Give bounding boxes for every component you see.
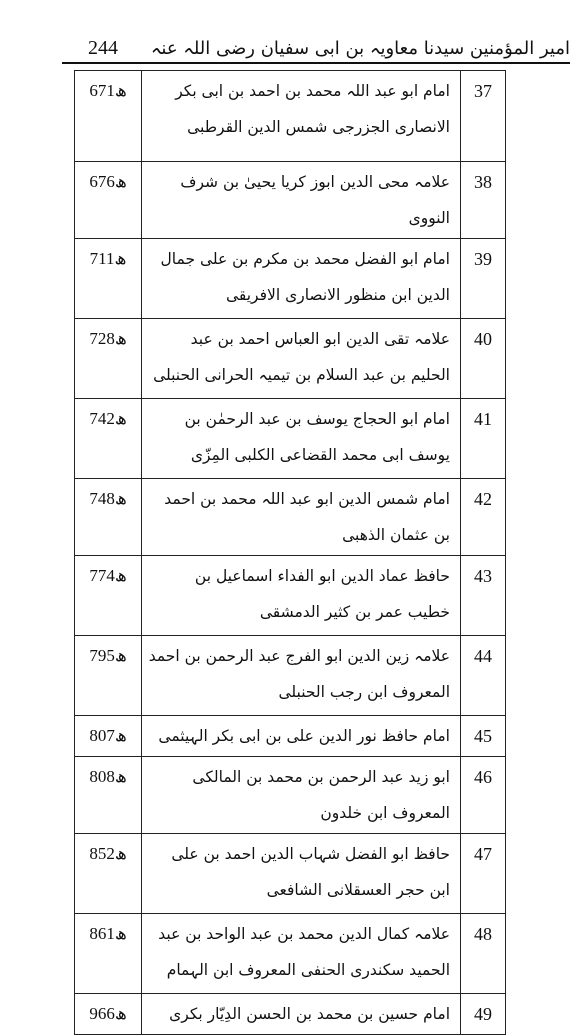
page-header bbox=[70, 34, 570, 62]
scholar-name: علامہ محی الدین ابوز کریا یحییٰ بن شرف النووی bbox=[142, 162, 461, 239]
serial-number: 44 bbox=[461, 636, 506, 716]
scholar-name: امام شمس الدین ابو عبد اللہ محمد بن احمد بن عثمان الذھبی bbox=[142, 479, 461, 556]
serial-number: 48 bbox=[461, 914, 506, 994]
running-title: امیر المؤمنین سیدنا معاویہ بن ابی سفیان رضی اللہ عنہ bbox=[150, 37, 570, 59]
scholar-name: امام ابو الحجاج یوسف بن عبد الرحمٰن بن یوسف ابی محمد القضاعی الکلبی المِزّی bbox=[142, 399, 461, 479]
serial-number: 40 bbox=[461, 319, 506, 399]
table-row bbox=[75, 239, 506, 319]
serial-number: 45 bbox=[461, 716, 506, 757]
scholar-name: ابو زید عبد الرحمن بن محمد بن المالکی المعروف ابن خلدون bbox=[142, 757, 461, 834]
table-row bbox=[75, 556, 506, 636]
serial-number: 49 bbox=[461, 994, 506, 1035]
scholar-name: امام حافظ نور الدین علی بن ابی بکر الہیثمی bbox=[142, 716, 461, 757]
serial-number: 38 bbox=[461, 162, 506, 239]
serial-number: 37 bbox=[461, 71, 506, 162]
serial-number: 41 bbox=[461, 399, 506, 479]
table-row bbox=[75, 162, 506, 239]
death-year: 748ھ bbox=[75, 479, 142, 556]
death-year: 728ھ bbox=[75, 319, 142, 399]
scholar-name: امام حسین بن محمد بن الحسن الدِیّار بکری bbox=[142, 994, 461, 1035]
scholar-name: امام ابو الفضل محمد بن مکرم بن علی جمال الدین ابن منظور الانصاری الافریقی bbox=[142, 239, 461, 319]
death-year: 742ھ bbox=[75, 399, 142, 479]
table-row bbox=[75, 71, 506, 162]
scholar-name: حافظ ابو الفضل شہاب الدین احمد بن علی ابن حجر العسقلانی الشافعی bbox=[142, 834, 461, 914]
table-row bbox=[75, 716, 506, 757]
death-year: 795ھ bbox=[75, 636, 142, 716]
scholar-name: حافظ عماد الدین ابو الفداء اسماعیل بن خطیب عمر بن کثیر الدمشقی bbox=[142, 556, 461, 636]
serial-number: 47 bbox=[461, 834, 506, 914]
table-row bbox=[75, 994, 506, 1035]
scholar-name: علامہ زین الدین ابو الفرج عبد الرحمن بن احمد المعروف ابن رجب الحنبلی bbox=[142, 636, 461, 716]
serial-number: 43 bbox=[461, 556, 506, 636]
table-row bbox=[75, 757, 506, 834]
serial-number: 46 bbox=[461, 757, 506, 834]
scholar-name: علامہ تقی الدین ابو العباس احمد بن عبد الحلیم بن عبد السلام بن تیمیہ الحرانی الحنبلی bbox=[142, 319, 461, 399]
page-number: 244 bbox=[88, 36, 118, 59]
death-year: 861ھ bbox=[75, 914, 142, 994]
table-row bbox=[75, 834, 506, 914]
scholar-name: امام ابو عبد اللہ محمد بن احمد بن ابی بکر الانصاری الجزرجی شمس الدین القرطبی bbox=[142, 71, 461, 162]
scholar-name: علامہ کمال الدین محمد بن عبد الواحد بن عبد الحمید سکندری الحنفی المعروف ابن الہمام bbox=[142, 914, 461, 994]
death-year: 808ھ bbox=[75, 757, 142, 834]
table-row bbox=[75, 636, 506, 716]
death-year: 711ھ bbox=[75, 239, 142, 319]
death-year: 807ھ bbox=[75, 716, 142, 757]
table-row bbox=[75, 399, 506, 479]
table-row bbox=[75, 479, 506, 556]
header-rule bbox=[62, 62, 570, 64]
death-year: 671ھ bbox=[75, 71, 142, 162]
death-year: 966ھ bbox=[75, 994, 142, 1035]
table-row bbox=[75, 914, 506, 994]
death-year: 676ھ bbox=[75, 162, 142, 239]
death-year: 852ھ bbox=[75, 834, 142, 914]
scholars-table bbox=[74, 70, 506, 1035]
serial-number: 42 bbox=[461, 479, 506, 556]
table-row bbox=[75, 319, 506, 399]
death-year: 774ھ bbox=[75, 556, 142, 636]
serial-number: 39 bbox=[461, 239, 506, 319]
